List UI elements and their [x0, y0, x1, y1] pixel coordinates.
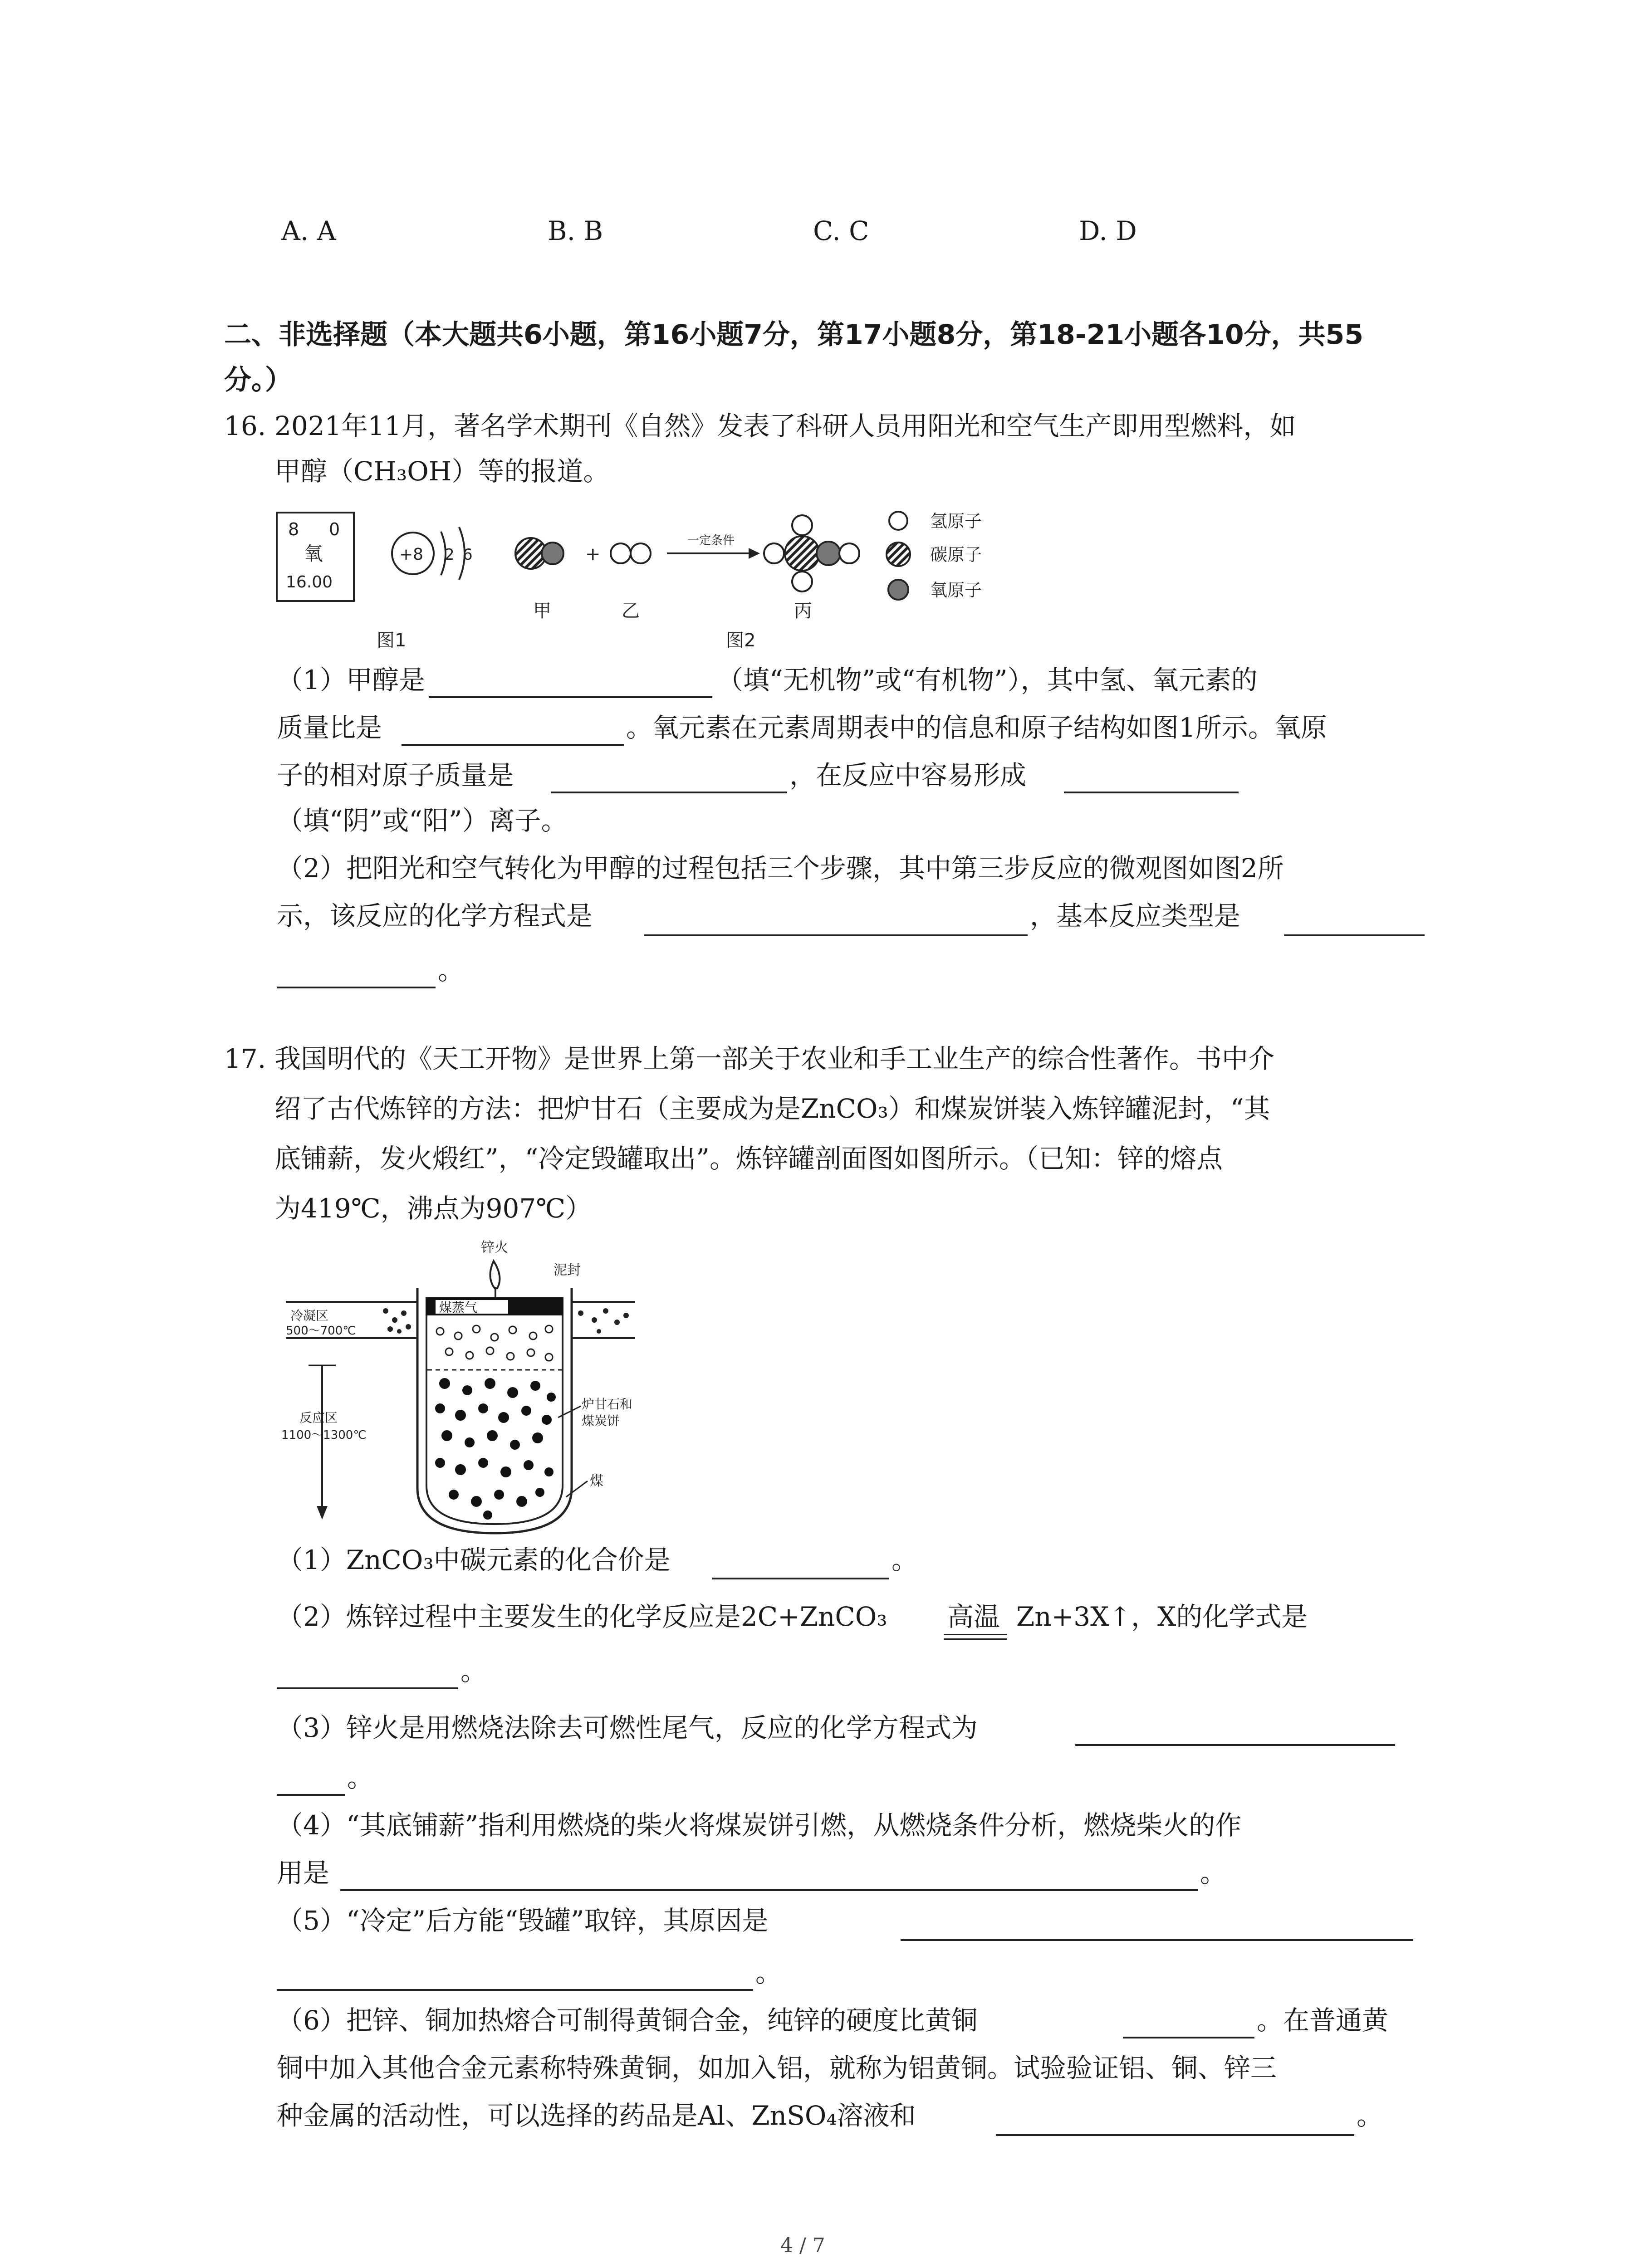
legend-oxygen: 氧原子 [930, 580, 982, 600]
q17-p5-a: （5）“冷定”后方能“毁罐”取锌，其原因是 [277, 1905, 769, 1936]
label-condensation-temp: 500～700℃ [286, 1324, 356, 1338]
q17-p3-b: 。 [347, 1762, 374, 1793]
q16-p2-a: （2）把阳光和空气转化为甲醇的过程包括三个步骤，其中第三步反应的微观图如图2所 [277, 853, 1284, 884]
answer-blank-organic[interactable] [429, 696, 712, 698]
section-heading: 二、非选择题（本大题共6小题，第16小题7分，第17小题8分，第18-21小题各10分，共55 [224, 319, 1364, 351]
q16-figures [272, 503, 1043, 658]
q17-p2-a: （2）炼锌过程中主要发生的化学反应是2C+ZnCO₃ [277, 1601, 887, 1632]
shell-2: 6 [463, 546, 473, 564]
q16-p1-g: （填“阴”或“阳”）离子。 [277, 805, 568, 836]
arrow-condition: 一定条件 [687, 534, 735, 547]
q16-p1-e: 子的相对原子质量是 [277, 760, 514, 791]
q17-p1-a: （1）ZnCO₃中碳元素的化合价是 [277, 1545, 671, 1575]
q17-p2-b: Zn+3X↑，X的化学式是 [1016, 1601, 1308, 1632]
q17-stem-3: 底铺薪，发火煅红”，“冷定毁罐取出”。炼锌罐剖面图如图所示。（已知：锌的熔点 [274, 1143, 1223, 1174]
answer-blank-reaction-type-cont[interactable] [277, 987, 436, 988]
atom-legend [887, 511, 982, 600]
q16-p1-f: ，在反应中容易形成 [789, 760, 1027, 791]
q17-p1-b: 。 [892, 1545, 918, 1575]
atomic-mass: 16.00 [286, 573, 333, 591]
q17-p6-c: 铜中加入其他合金元素称特殊黄铜，如加入铝，就称为铝黄铜。试验验证铝、铜、锌三 [277, 2053, 1277, 2083]
q16-p1-b: （填“无机物”或“有机物”），其中氢、氧元素的 [717, 665, 1258, 695]
label-yi: 乙 [622, 601, 640, 621]
condition-underline-2 [944, 1638, 1007, 1640]
q16-p1-d: 。氧元素在元素周期表中的信息和原子结构如图1所示。氧原 [626, 712, 1327, 743]
answer-blank-combustion-eq[interactable] [1075, 1744, 1395, 1746]
q17-p6-a: （6）把锌、铜加热熔合可制得黄铜合金，纯锌的硬度比黄铜 [277, 2005, 978, 2036]
molecule-bing [764, 515, 859, 591]
legend-hydrogen: 氢原子 [930, 511, 982, 531]
atomic-number: 8 [288, 519, 299, 539]
q17-p6-d: 种金属的活动性，可以选择的药品是Al、ZnSO₄溶液和 [277, 2100, 916, 2131]
q17-p3-a: （3）锌火是用燃烧法除去可燃性尾气，反应的化学方程式为 [277, 1712, 978, 1743]
answer-blank-mass-ratio[interactable] [402, 744, 624, 746]
label-coal: 煤 [590, 1473, 603, 1489]
label-coal-gas: 煤蒸气 [439, 1300, 478, 1315]
q16-p1-c: 质量比是 [277, 712, 382, 743]
condition-underline-1 [944, 1634, 1007, 1635]
shell-1: 2 [445, 546, 455, 564]
molecule-yi [611, 543, 651, 563]
figure-1-caption: 图1 [377, 630, 407, 651]
molecule-jia [515, 538, 563, 569]
q17-p5-b: 。 [755, 1957, 782, 1988]
element-name: 氧 [304, 543, 323, 565]
plus-sign: + [585, 544, 601, 565]
choice-a: A. A [281, 215, 336, 246]
zinc-furnace-figure [281, 1234, 653, 1542]
label-bing: 丙 [794, 601, 812, 621]
answer-blank-firewood-role[interactable] [340, 1889, 1198, 1891]
label-calamine-2: 煤炭饼 [582, 1413, 620, 1428]
choice-d: D. D [1079, 215, 1137, 246]
label-jia: 甲 [533, 601, 551, 621]
q17-p4-b: 用是 [277, 1857, 330, 1888]
q17-number: 17. [224, 1043, 266, 1074]
answer-blank-cooling-reason[interactable] [901, 1939, 1413, 1941]
q17-p4-c: 。 [1200, 1857, 1227, 1888]
q16-p2-b: 示，该反应的化学方程式是 [277, 900, 593, 931]
page-number: 4 / 7 [780, 2234, 825, 2257]
answer-blank-equation[interactable] [644, 934, 1028, 936]
answer-blank-cooling-reason-cont[interactable] [277, 1989, 753, 1991]
q16-stem-cont: 甲醇（CH₃OH）等的报道。 [274, 456, 610, 487]
q17-p2-condition: 高温 [947, 1601, 1000, 1632]
q17-p6-b: 。在普通黄 [1257, 2005, 1389, 2036]
label-zinc-fire: 锌火 [481, 1240, 508, 1256]
q17-p4-a: （4）“其底铺薪”指利用燃烧的柴火将煤炭饼引燃，从燃烧条件分析，燃烧柴火的作 [277, 1810, 1242, 1841]
nucleus-charge: +8 [399, 545, 424, 564]
oxygen-atom-structure [392, 527, 473, 580]
label-reaction-temp: 1100～1300℃ [281, 1428, 367, 1442]
answer-blank-ion-type[interactable] [1064, 792, 1239, 793]
answer-blank-hardness[interactable] [1123, 2037, 1254, 2038]
q17-stem: 我国明代的《天工开物》是世界上第一部关于农业和手工业生产的综合性著作。书中介 [274, 1043, 1275, 1074]
q16-p1-a: （1）甲醇是 [277, 665, 425, 695]
svg-text:0: 0 [329, 519, 340, 539]
answer-blank-carbon-valence[interactable] [712, 1578, 889, 1579]
answer-blank-reaction-type[interactable] [1284, 934, 1425, 936]
choice-b: B. B [548, 215, 603, 246]
q16-p2-c: ，基本反应类型是 [1030, 900, 1241, 931]
answer-blank-x-formula[interactable] [277, 1687, 458, 1689]
label-mud-seal: 泥封 [554, 1262, 581, 1278]
q17-p6-e: 。 [1357, 2100, 1383, 2131]
legend-carbon: 碳原子 [930, 545, 982, 565]
q16-number: 16. [224, 411, 266, 441]
label-condensation-zone: 冷凝区 [290, 1308, 329, 1323]
q16-p2-d: 。 [438, 955, 465, 986]
q16-stem: 2021年11月，著名学术期刊《自然》发表了科研人员用阳光和空气生产即用型燃料，如 [274, 411, 1296, 441]
answer-blank-combustion-eq-cont[interactable] [277, 1794, 345, 1796]
section-heading-cont: 分。） [224, 364, 292, 396]
q17-stem-4: 为419℃，沸点为907℃） [274, 1193, 592, 1224]
q17-stem-2: 绍了古代炼锌的方法：把炉甘石（主要成为是ZnCO₃）和煤炭饼装入炼锌罐泥封，“其 [274, 1093, 1270, 1124]
answer-blank-reagent[interactable] [996, 2134, 1354, 2136]
label-reaction-zone: 反应区 [299, 1410, 338, 1425]
reaction-arrow [667, 534, 760, 559]
label-calamine-1: 炉甘石和 [582, 1397, 633, 1412]
oxygen-element-cell [277, 513, 354, 601]
q17-p2-c: 。 [460, 1656, 487, 1686]
answer-blank-atomic-mass[interactable] [551, 792, 787, 793]
figure-2-caption: 图2 [726, 630, 756, 651]
choice-c: C. C [813, 215, 869, 246]
